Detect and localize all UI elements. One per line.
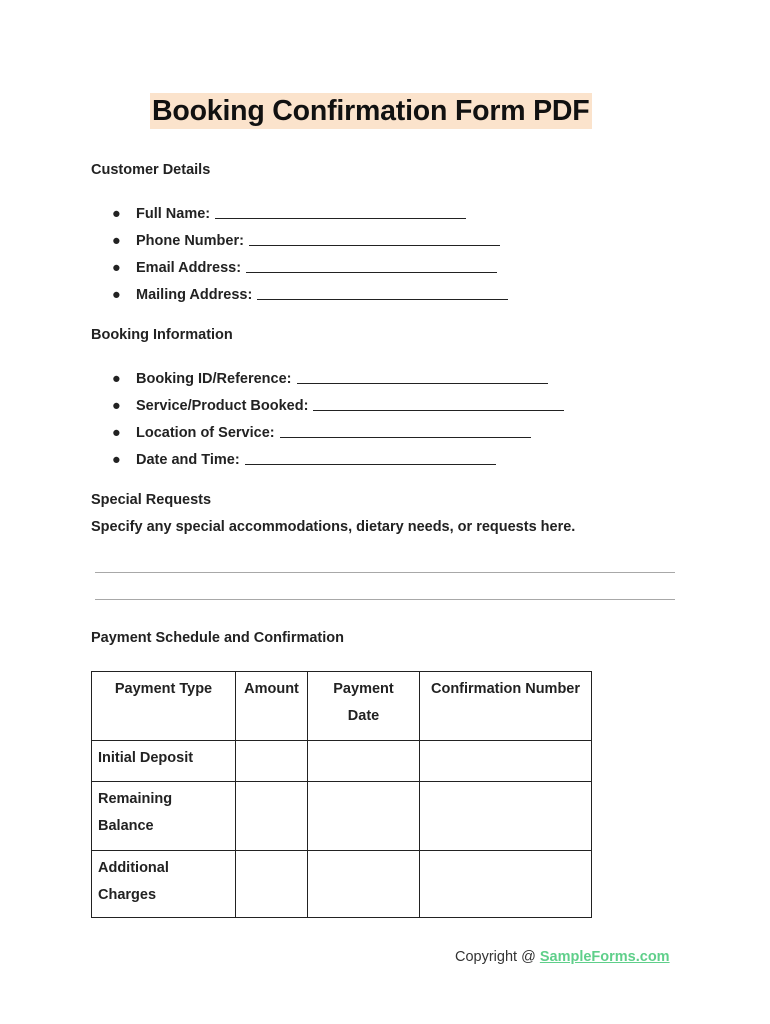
header-payment-type: Payment Type bbox=[92, 672, 236, 741]
amount-cell[interactable] bbox=[236, 851, 308, 918]
row-label-line1: Additional bbox=[98, 860, 169, 876]
bullet-icon: ● bbox=[112, 233, 121, 249]
customer-details-heading: Customer Details bbox=[91, 162, 211, 178]
header-payment-date-line1: Payment bbox=[333, 681, 394, 697]
payment-table bbox=[91, 671, 592, 918]
table-row bbox=[92, 851, 592, 918]
service-product-blank[interactable] bbox=[313, 396, 564, 411]
special-requests-instruction: Specify any special accommodations, dietary needs, or requests here. bbox=[91, 519, 576, 535]
row-label-remaining-balance bbox=[92, 782, 236, 851]
field-service-product bbox=[112, 396, 564, 416]
special-requests-line-2[interactable] bbox=[95, 599, 675, 600]
bullet-icon: ● bbox=[112, 260, 121, 276]
field-label: Email Address: bbox=[136, 260, 242, 276]
table-row bbox=[92, 741, 592, 782]
payment-date-cell[interactable] bbox=[308, 741, 420, 782]
payment-schedule-heading: Payment Schedule and Confirmation bbox=[91, 630, 344, 646]
field-phone-number bbox=[112, 231, 500, 251]
row-label-line2: Balance bbox=[98, 818, 154, 834]
phone-number-blank[interactable] bbox=[249, 231, 500, 246]
payment-date-cell[interactable] bbox=[308, 782, 420, 851]
row-label-additional-charges bbox=[92, 851, 236, 918]
header-confirmation-number: Confirmation Number bbox=[420, 672, 592, 741]
field-label: Phone Number: bbox=[136, 233, 244, 249]
field-mailing-address bbox=[112, 285, 508, 305]
table-row bbox=[92, 782, 592, 851]
row-label-initial-deposit bbox=[92, 741, 236, 782]
mailing-address-blank[interactable] bbox=[257, 285, 508, 300]
field-label: Location of Service: bbox=[136, 425, 275, 441]
confirmation-number-cell[interactable] bbox=[420, 851, 592, 918]
field-date-and-time bbox=[112, 450, 496, 470]
header-payment-date-line2: Date bbox=[347, 708, 380, 724]
bullet-icon: ● bbox=[112, 398, 121, 414]
bullet-icon: ● bbox=[112, 287, 121, 303]
booking-id-blank[interactable] bbox=[297, 369, 548, 384]
date-and-time-blank[interactable] bbox=[245, 450, 496, 465]
field-location-of-service bbox=[112, 423, 531, 443]
special-requests-heading: Special Requests bbox=[91, 492, 212, 508]
full-name-blank[interactable] bbox=[215, 204, 466, 219]
bullet-icon: ● bbox=[112, 452, 121, 468]
bullet-icon: ● bbox=[112, 371, 121, 387]
header-amount: Amount bbox=[236, 672, 308, 741]
field-label: Date and Time: bbox=[136, 452, 240, 468]
row-label-line1: Remaining bbox=[98, 791, 173, 807]
booking-information-heading: Booking Information bbox=[91, 327, 233, 343]
field-label: Booking ID/Reference: bbox=[136, 371, 292, 387]
copyright-text: Copyright @ bbox=[455, 949, 540, 965]
copyright-footer bbox=[455, 949, 670, 965]
confirmation-number-cell[interactable] bbox=[420, 782, 592, 851]
field-email-address bbox=[112, 258, 497, 278]
row-label-line1: Initial Deposit bbox=[98, 750, 194, 766]
confirmation-number-cell[interactable] bbox=[420, 741, 592, 782]
location-of-service-blank[interactable] bbox=[280, 423, 531, 438]
bullet-icon: ● bbox=[112, 206, 121, 222]
field-label: Mailing Address: bbox=[136, 287, 253, 303]
table-header-row bbox=[92, 672, 592, 741]
field-label: Full Name: bbox=[136, 206, 211, 222]
bullet-icon: ● bbox=[112, 425, 121, 441]
amount-cell[interactable] bbox=[236, 741, 308, 782]
email-address-blank[interactable] bbox=[246, 258, 497, 273]
header-payment-date bbox=[308, 672, 420, 741]
payment-date-cell[interactable] bbox=[308, 851, 420, 918]
row-label-line2: Charges bbox=[98, 887, 157, 903]
special-requests-line-1[interactable] bbox=[95, 572, 675, 573]
field-label: Service/Product Booked: bbox=[136, 398, 309, 414]
page-title: Booking Confirmation Form PDF bbox=[152, 95, 590, 127]
amount-cell[interactable] bbox=[236, 782, 308, 851]
sampleforms-link[interactable]: SampleForms.com bbox=[539, 949, 670, 965]
field-booking-id bbox=[112, 369, 548, 389]
field-full-name bbox=[112, 204, 466, 224]
